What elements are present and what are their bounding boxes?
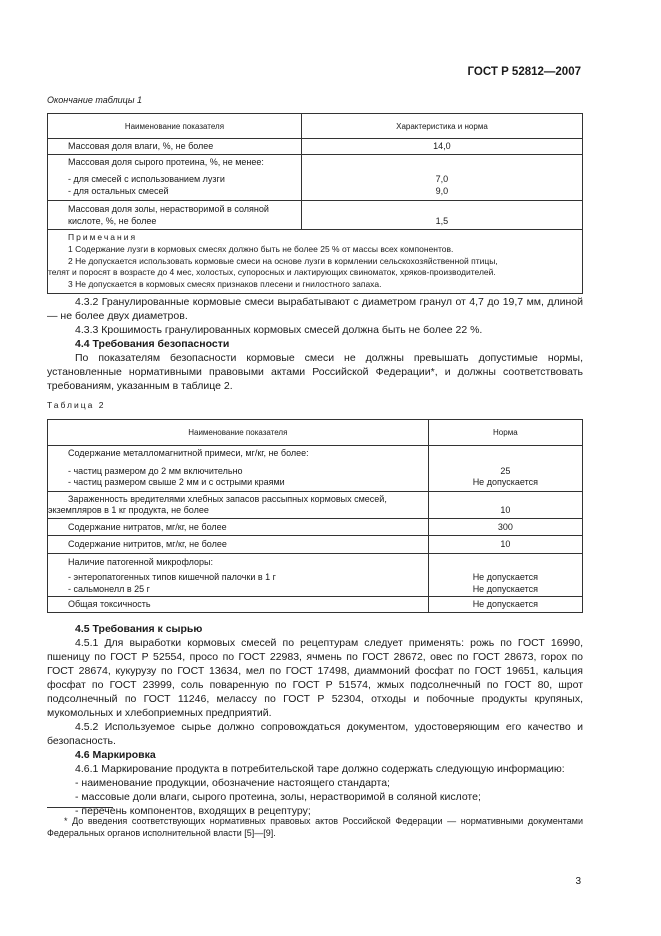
- table2-cell-value: Не допускается: [472, 599, 538, 609]
- table-row: [48, 154, 583, 201]
- notes-title: Примечания: [68, 232, 138, 242]
- footnote: [47, 815, 583, 839]
- section-4-5-4-6: [47, 622, 583, 818]
- table2-cell-value: [430, 494, 581, 506]
- paragraph-4-5-1: 4.5.1 Для выработки кормовых смесей по рецептурам следует применять: рожь по ГОСТ 16990, пшеницу по ГОСТ Р 52554, просо по ГОСТ 22983, ячмень по ГОСТ 28672, овес по ГОСТ 28673, горох по ГОСТ 28674, кукурузу по ГОСТ 13634, мел по ГОСТ 17498, диаммоний фосфат по ГОСТ 19651, кальция фосфат по ГОСТ 23999, соль поваренную по ГОСТ Р 51574, жмых подсолнечный по ГОСТ 80, шрот подсолнечный по ГОСТ 11246, мелассу по ГОСТ Р 52304, отходы и побочные продукты крупяных, мукомольных и хлебоприемных предприятий.: [47, 637, 583, 719]
- table-row: [48, 597, 583, 613]
- table1-cell-value: 7,0: [435, 174, 449, 184]
- table-row: [48, 536, 583, 554]
- table2-cell-name: Содержание металломагнитной примеси, мг/кг, не более:: [68, 448, 309, 458]
- table1-col-header: Наименование показателя: [48, 114, 302, 139]
- table1-cell-name: Массовая доля влаги, %, не более: [68, 141, 214, 151]
- table2-cell-name: экземпляров в 1 кг продукта, не более: [48, 505, 209, 515]
- list-item: - массовые доли влаги, сырого протеина, золы, нерастворимой в соляной кислоте;: [75, 791, 481, 803]
- paragraph-4-3-3: 4.3.3 Крошимость гранулированных кормовых смесей должна быть не более 22 %.: [75, 324, 483, 336]
- table1-cell-value: [303, 157, 581, 169]
- heading-4-5: 4.5 Требования к сырью: [75, 623, 203, 635]
- table1-cell-value: 14,0: [433, 141, 451, 151]
- table2-cell-value: 10: [500, 505, 511, 515]
- table2-cell-name: - частиц размером до 2 мм включительно: [68, 465, 243, 476]
- table1-col-header: Характеристика и норма: [301, 114, 582, 139]
- table1-cell-name: - для остальных смесей: [68, 185, 169, 196]
- table-row: [48, 491, 583, 518]
- table-row: [48, 553, 583, 597]
- table2-cell-name: Наличие патогенной микрофлоры:: [68, 556, 213, 567]
- table2-col-header: Норма: [428, 420, 582, 446]
- heading-4-6: 4.6 Маркировка: [75, 749, 156, 761]
- table1-cell-name: Массовая доля сырого протеина, %, не менее:: [68, 156, 264, 167]
- list-item: - перечень компонентов, входящих в рецептуру;: [75, 805, 311, 817]
- table2-cell-name: - энтеропатогенных типов кишечной палочки в 1 г: [68, 572, 276, 582]
- table1-cell-name: Массовая доля золы, нерастворимой в соляной: [68, 204, 269, 214]
- table2-col-header: Наименование показателя: [48, 420, 429, 446]
- table2-cell-value: [430, 557, 581, 569]
- table2-cell-name: Содержание нитритов, мг/кг, не более: [68, 539, 227, 549]
- table-row: [48, 518, 583, 536]
- table2-cell-value: Не допускается: [472, 583, 538, 594]
- table2-cell-value: 300: [497, 521, 513, 532]
- paragraph-4-4: По показателям безопасности кормовые смеси не должны превышать допустимые нормы, установленные нормативными правовыми актами Российской Федерации*, и должны соответствовать требованиям, указанным в таблице 2.: [47, 352, 583, 392]
- table1-cell-value: 9,0: [435, 185, 449, 196]
- table2-cell-value: 10: [500, 539, 511, 549]
- document-id: ГОСТ Р 52812—2007: [467, 66, 581, 78]
- table2-cell-name: - частиц размером свыше 2 мм и с острыми краями: [68, 477, 285, 487]
- table2-cell-name: Содержание нитратов, мг/кг, не более: [68, 521, 227, 532]
- note-line: 2 Не допускается использовать кормовые смеси на основе лузги в кормлении сельскохозяйственной птицы,: [68, 255, 498, 266]
- table1-cell-name: - для смесей с использованием лузги: [68, 174, 225, 184]
- table2-cell-value: Не допускается: [472, 477, 538, 487]
- section-4-3-4-4: [47, 295, 583, 393]
- table2-cell-name: Общая токсичность: [68, 599, 151, 609]
- paragraph-4-3-2: 4.3.2 Гранулированные кормовые смеси вырабатывают с диаметром гранул от 4,7 до 19,7 мм, длиной — не более двух диаметров.: [47, 296, 583, 322]
- note-line: телят и поросят в возрасте до 4 мес, холостых, супоросных и лактирующих свиноматок, хряков-производителей.: [48, 267, 496, 278]
- page-number: 3: [575, 876, 581, 887]
- note-line: 3 Не допускается в кормовых смесях признаков плесени и гнилостного запаха.: [68, 279, 382, 290]
- table-row: [48, 139, 583, 155]
- table-row: [48, 201, 583, 230]
- table2-caption: Таблица 2: [47, 400, 106, 410]
- table1-cell-name: кислоте, %, не более: [68, 215, 157, 226]
- table-row: [48, 446, 583, 492]
- table1-cell-value: 1,5: [435, 215, 449, 226]
- paragraph-4-6-1: 4.6.1 Маркирование продукта в потребительской таре должно содержать следующую информацию:: [75, 763, 565, 775]
- table1: [47, 113, 583, 294]
- table1-notes: [48, 230, 583, 294]
- table2-cell-value: [430, 448, 581, 460]
- footnote-separator: [47, 807, 113, 808]
- table2-cell-name: Зараженность вредителями хлебных запасов рассыпных кормовых смесей,: [68, 493, 387, 504]
- table2-cell-value: 25: [500, 465, 511, 476]
- table2: [47, 419, 583, 613]
- footnote-text: * До введения соответствующих нормативных правовых актов Российской Федерации — нормативными документами Федеральных органов исполнительной власти [5]—[9].: [47, 816, 583, 838]
- table2-cell-name: - сальмонелл в 25 г: [68, 583, 150, 594]
- list-item: - наименование продукции, обозначение настоящего стандарта;: [75, 777, 390, 789]
- table2-cell-value: Не допускается: [472, 572, 538, 582]
- note-line: 1 Содержание лузги в кормовых смесях должно быть не более 25 % от массы всех компонентов.: [68, 243, 454, 254]
- heading-4-4: 4.4 Требования безопасности: [75, 338, 230, 350]
- table1-caption: Окончание таблицы 1: [47, 95, 142, 105]
- paragraph-4-5-2: 4.5.2 Используемое сырье должно сопровождаться документом, удостоверяющим его качество и безопасность.: [47, 721, 583, 747]
- table1-cell-value: [303, 204, 581, 216]
